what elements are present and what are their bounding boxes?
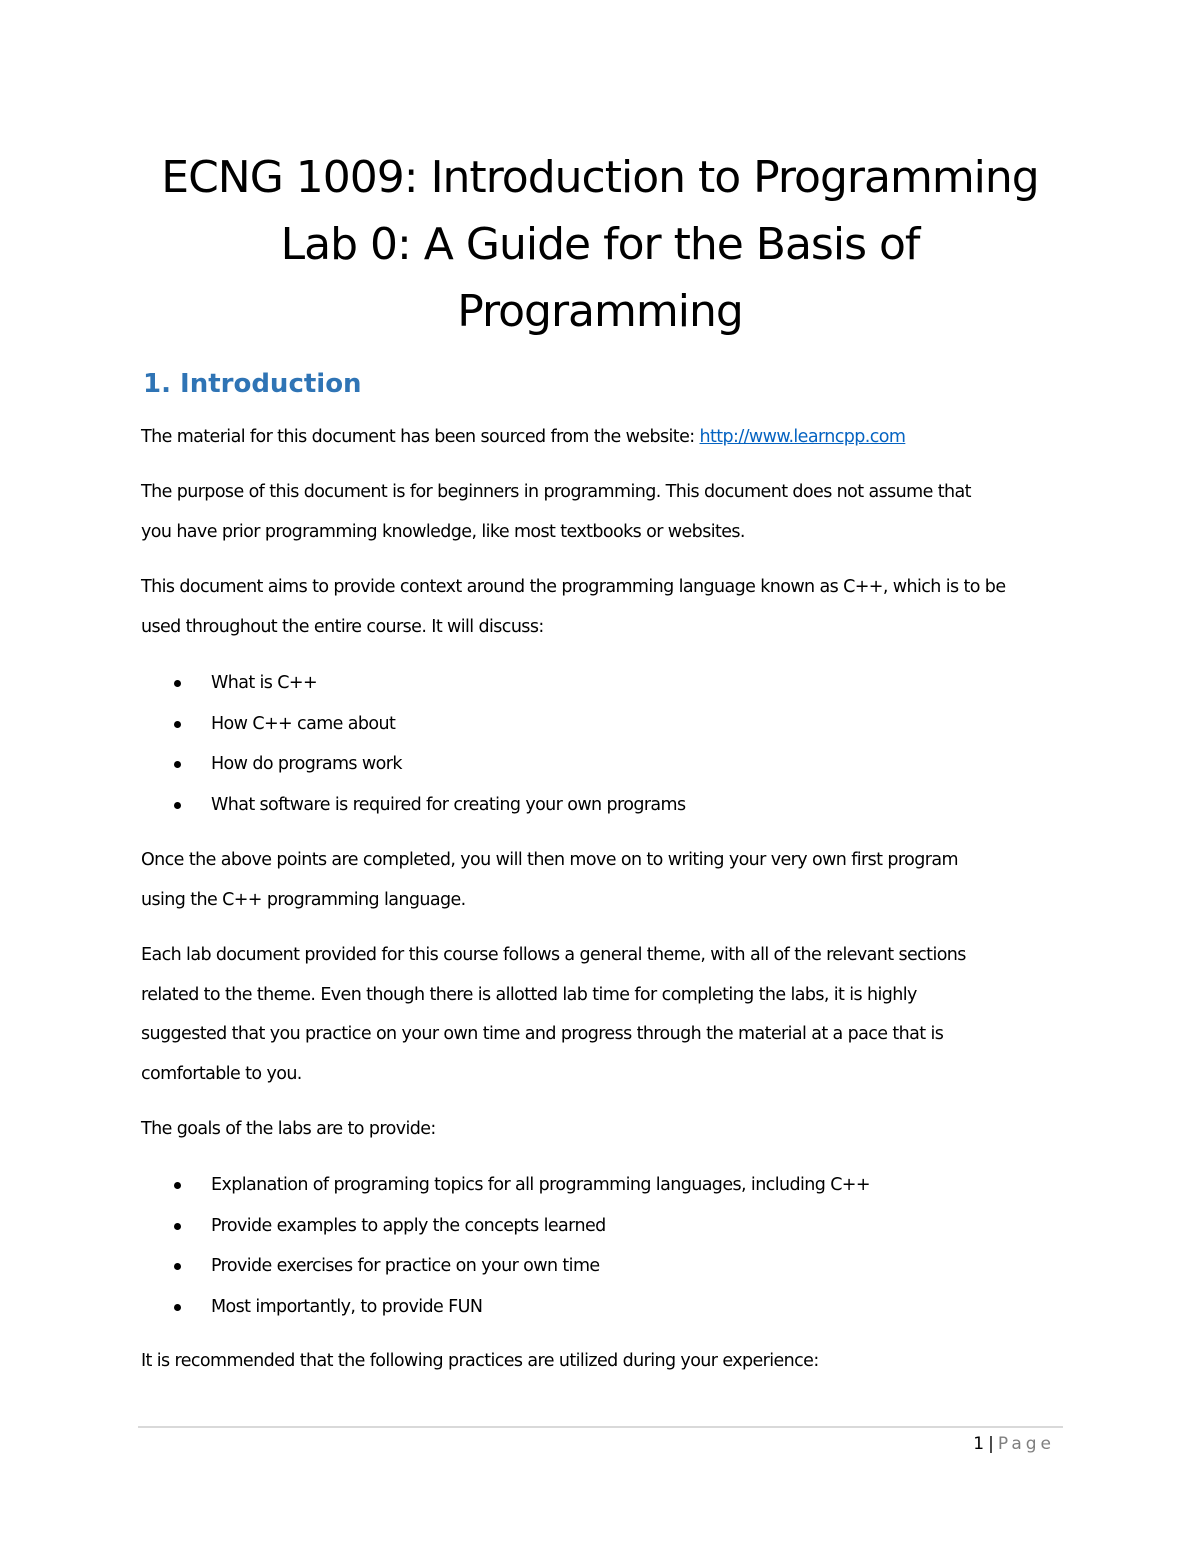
list-item (141, 785, 686, 826)
list-item (141, 1206, 870, 1247)
each-paragraph-line-4: comfortable to you. (141, 1064, 302, 1084)
list-item-text: Provide exercises for practice on your own time (211, 1256, 600, 1276)
bullet-icon (174, 721, 181, 728)
list-item (141, 1246, 870, 1287)
list-item-text: Explanation of programing topics for all programming languages, including C++ (211, 1175, 870, 1195)
footer-divider (138, 1426, 1063, 1428)
bullet-icon (174, 802, 181, 809)
source-text: The material for this document has been sourced from the website: (141, 427, 700, 447)
source-paragraph (141, 417, 1061, 457)
list-item (141, 1165, 870, 1206)
bullet-icon (174, 1263, 181, 1270)
purpose-paragraph-line-1: The purpose of this document is for beginners in programming. This document does not assume that (141, 482, 971, 502)
list-item-text: How do programs work (211, 754, 402, 774)
bullet-icon (174, 1304, 181, 1311)
each-paragraph-line-2: related to the theme. Even though there is allotted lab time for completing the labs, it is highly (141, 985, 917, 1005)
each-paragraph-line-3: suggested that you practice on your own time and progress through the material at a pace that is (141, 1024, 944, 1044)
list-item (141, 744, 686, 785)
list-item-text: What is C++ (211, 673, 318, 693)
list-item (141, 704, 686, 745)
list-item (141, 1287, 870, 1328)
document-title-line-2: Lab 0: A Guide for the Basis of (280, 219, 920, 270)
discuss-list (141, 663, 686, 825)
bullet-icon (174, 1182, 181, 1189)
aims-paragraph-line-1: This document aims to provide context around the programming language known as C++, which is to be (141, 577, 1006, 597)
footer-separator: | (988, 1434, 994, 1454)
each-paragraph-line-1: Each lab document provided for this course follows a general theme, with all of the relevant sections (141, 945, 966, 965)
once-paragraph-line-2: using the C++ programming language. (141, 890, 466, 910)
bullet-icon (174, 761, 181, 768)
recommend-paragraph: It is recommended that the following practices are utilized during your experience: (141, 1351, 819, 1371)
page-label: Page (997, 1434, 1055, 1454)
aims-paragraph-line-2: used throughout the entire course. It will discuss: (141, 617, 544, 637)
document-title-line-1: ECNG 1009: Introduction to Programming (161, 152, 1039, 203)
purpose-paragraph-line-2: you have prior programming knowledge, like most textbooks or websites. (141, 522, 745, 542)
page-number: 1 (973, 1434, 985, 1454)
learncpp-link[interactable]: http://www.learncpp.com (699, 427, 906, 447)
goals-intro: The goals of the labs are to provide: (141, 1119, 436, 1139)
list-item (141, 663, 686, 704)
list-item-text: Most importantly, to provide FUN (211, 1296, 483, 1317)
section-heading-introduction: 1. Introduction (143, 369, 362, 399)
once-paragraph-line-1: Once the above points are completed, you will then move on to writing your very own first program (141, 850, 958, 870)
bullet-icon (174, 1223, 181, 1230)
bullet-icon (174, 680, 181, 687)
list-item-text: Provide examples to apply the concepts learned (211, 1215, 606, 1236)
document-title-line-3: Programming (457, 286, 743, 337)
list-item-text: How C++ came about (211, 713, 396, 734)
list-item-text: What software is required for creating your own programs (211, 794, 686, 815)
page-footer (973, 1432, 1055, 1456)
goals-list (141, 1165, 870, 1327)
